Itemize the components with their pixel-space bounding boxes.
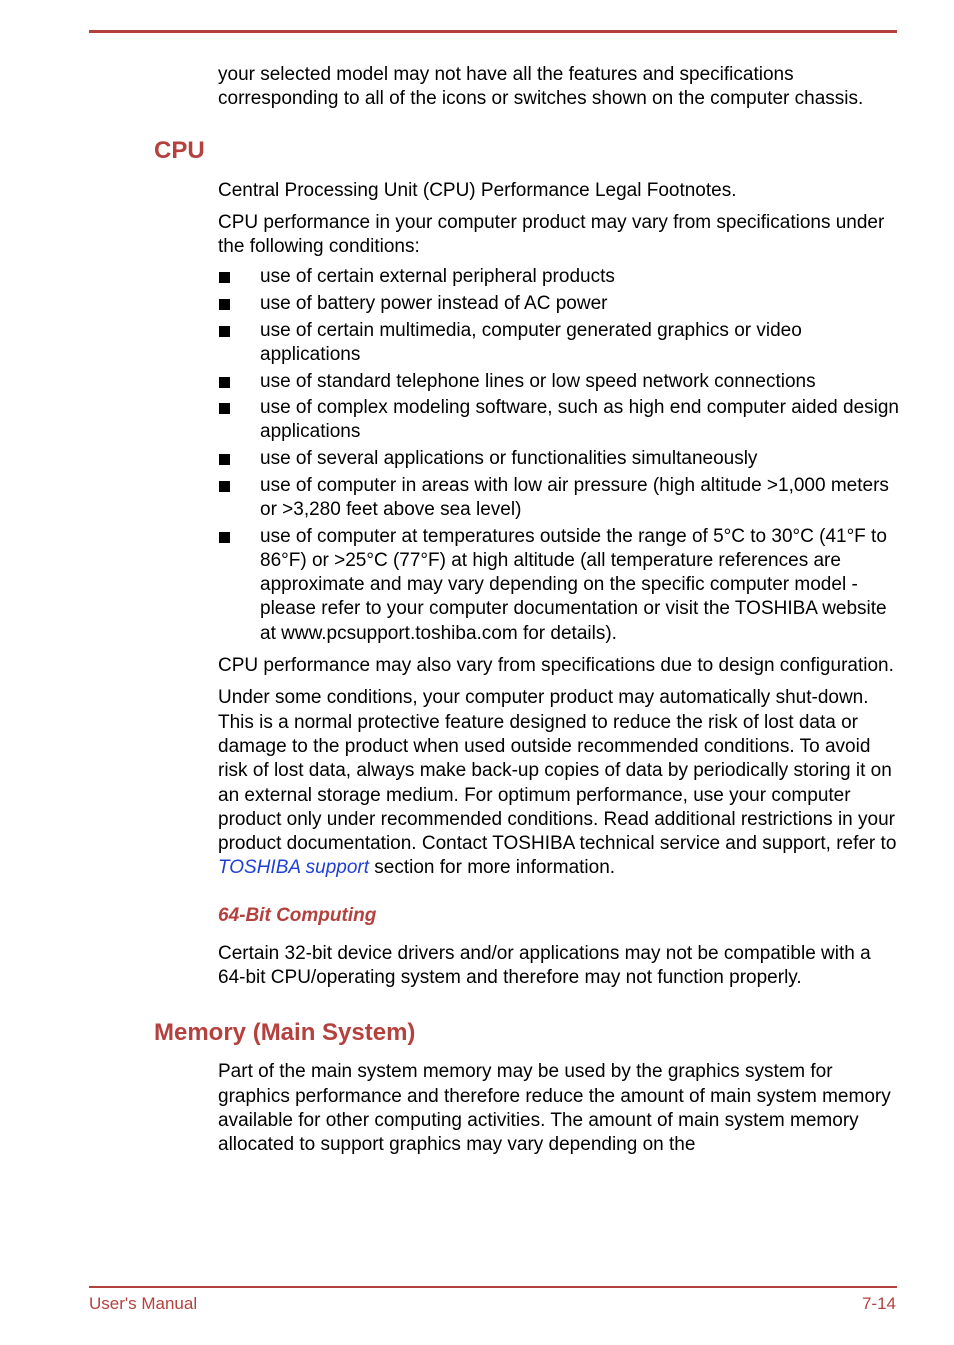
bullet-square-icon <box>219 272 230 283</box>
footer-manual-title: User's Manual <box>89 1294 198 1313</box>
64bit-heading: 64-Bit Computing <box>218 904 377 926</box>
memory-heading: Memory (Main System) <box>154 1019 416 1047</box>
footer-page-number: 7-14 <box>861 1294 896 1313</box>
list-item <box>218 474 903 523</box>
bullet-square-icon <box>219 454 230 465</box>
shutdown-text: Under some conditions, your computer product may automatically shut-down. This is a normal protective feature designed to reduce the risk of lost data or damage to the product when used outside recommended conditions. To avoid risk of lost data, always make back-up copies of data by periodically storing it on an external storage medium. For optimum performance, use your computer product only under recommended conditions. Read additional restrictions in your product documentation. Contact TOSHIBA technical service and support, refer to <box>218 687 897 855</box>
toshiba-support-link[interactable]: TOSHIBA support <box>218 857 370 879</box>
list-item-text: use of computer in areas with low air pressure (high altitude >1,000 meters or >3,280 feet above sea level) <box>260 474 889 520</box>
bullet-square-icon <box>219 377 230 388</box>
page-content <box>154 63 903 1165</box>
cpu-design-paragraph: CPU performance may also vary from specifications due to design configuration. <box>218 655 894 677</box>
list-item <box>218 292 903 316</box>
cpu-footnotes-paragraph: Central Processing Unit (CPU) Performance Legal Footnotes. <box>218 179 737 201</box>
list-item <box>218 525 903 646</box>
list-item-text: use of computer at temperatures outside the range of 5°C to 30°C (41°F to 86°F) or >25°C (77°F) at high altitude (all temperature references are approximate and may vary depending on the specific computer model - please refer to your computer documentation or visit the TOSHIBA website at www.pcsupport.toshiba.com for details). <box>260 525 887 644</box>
bullet-square-icon <box>219 532 230 543</box>
list-item <box>218 265 903 289</box>
list-item-text: use of complex modeling software, such as high end computer aided design applications <box>260 397 899 443</box>
cpu-heading: CPU <box>154 136 205 164</box>
64bit-paragraph: Certain 32-bit device drivers and/or applications may not be compatible with a 64-bit CPU/operating system and therefore may not function properly. <box>218 942 871 988</box>
list-item <box>218 370 903 394</box>
cpu-shutdown-paragraph <box>218 686 903 880</box>
cpu-conditions-list <box>218 265 903 646</box>
list-item <box>218 396 903 445</box>
list-item-text: use of several applications or functionalities simultaneously <box>260 448 758 470</box>
cpu-conditions-paragraph: CPU performance in your computer product may vary from specifications under the following conditions: <box>218 211 885 258</box>
bullet-square-icon <box>219 299 230 310</box>
list-item-text: use of standard telephone lines or low speed network connections <box>260 370 816 392</box>
list-item <box>218 447 903 471</box>
footer-rule <box>89 1286 897 1288</box>
header-rule <box>89 30 897 33</box>
intro-paragraph: your selected model may not have all the features and specifications corresponding to all of the icons or switches shown on the computer chassis. <box>218 64 864 110</box>
bullet-square-icon <box>219 403 230 414</box>
shutdown-text-end: section for more information. <box>374 857 616 879</box>
list-item-text: use of certain multimedia, computer generated graphics or video applications <box>260 319 802 365</box>
list-item-text: use of battery power instead of AC power <box>260 293 608 315</box>
list-item-text: use of certain external peripheral products <box>260 266 615 288</box>
list-item <box>218 319 903 368</box>
bullet-square-icon <box>219 326 230 337</box>
bullet-square-icon <box>219 481 230 492</box>
memory-paragraph: Part of the main system memory may be used by the graphics system for graphics performance and therefore reduce the amount of main system memory available for other computing activities. The amount of main system memory allocated to support graphics may vary depending on the <box>218 1061 891 1156</box>
